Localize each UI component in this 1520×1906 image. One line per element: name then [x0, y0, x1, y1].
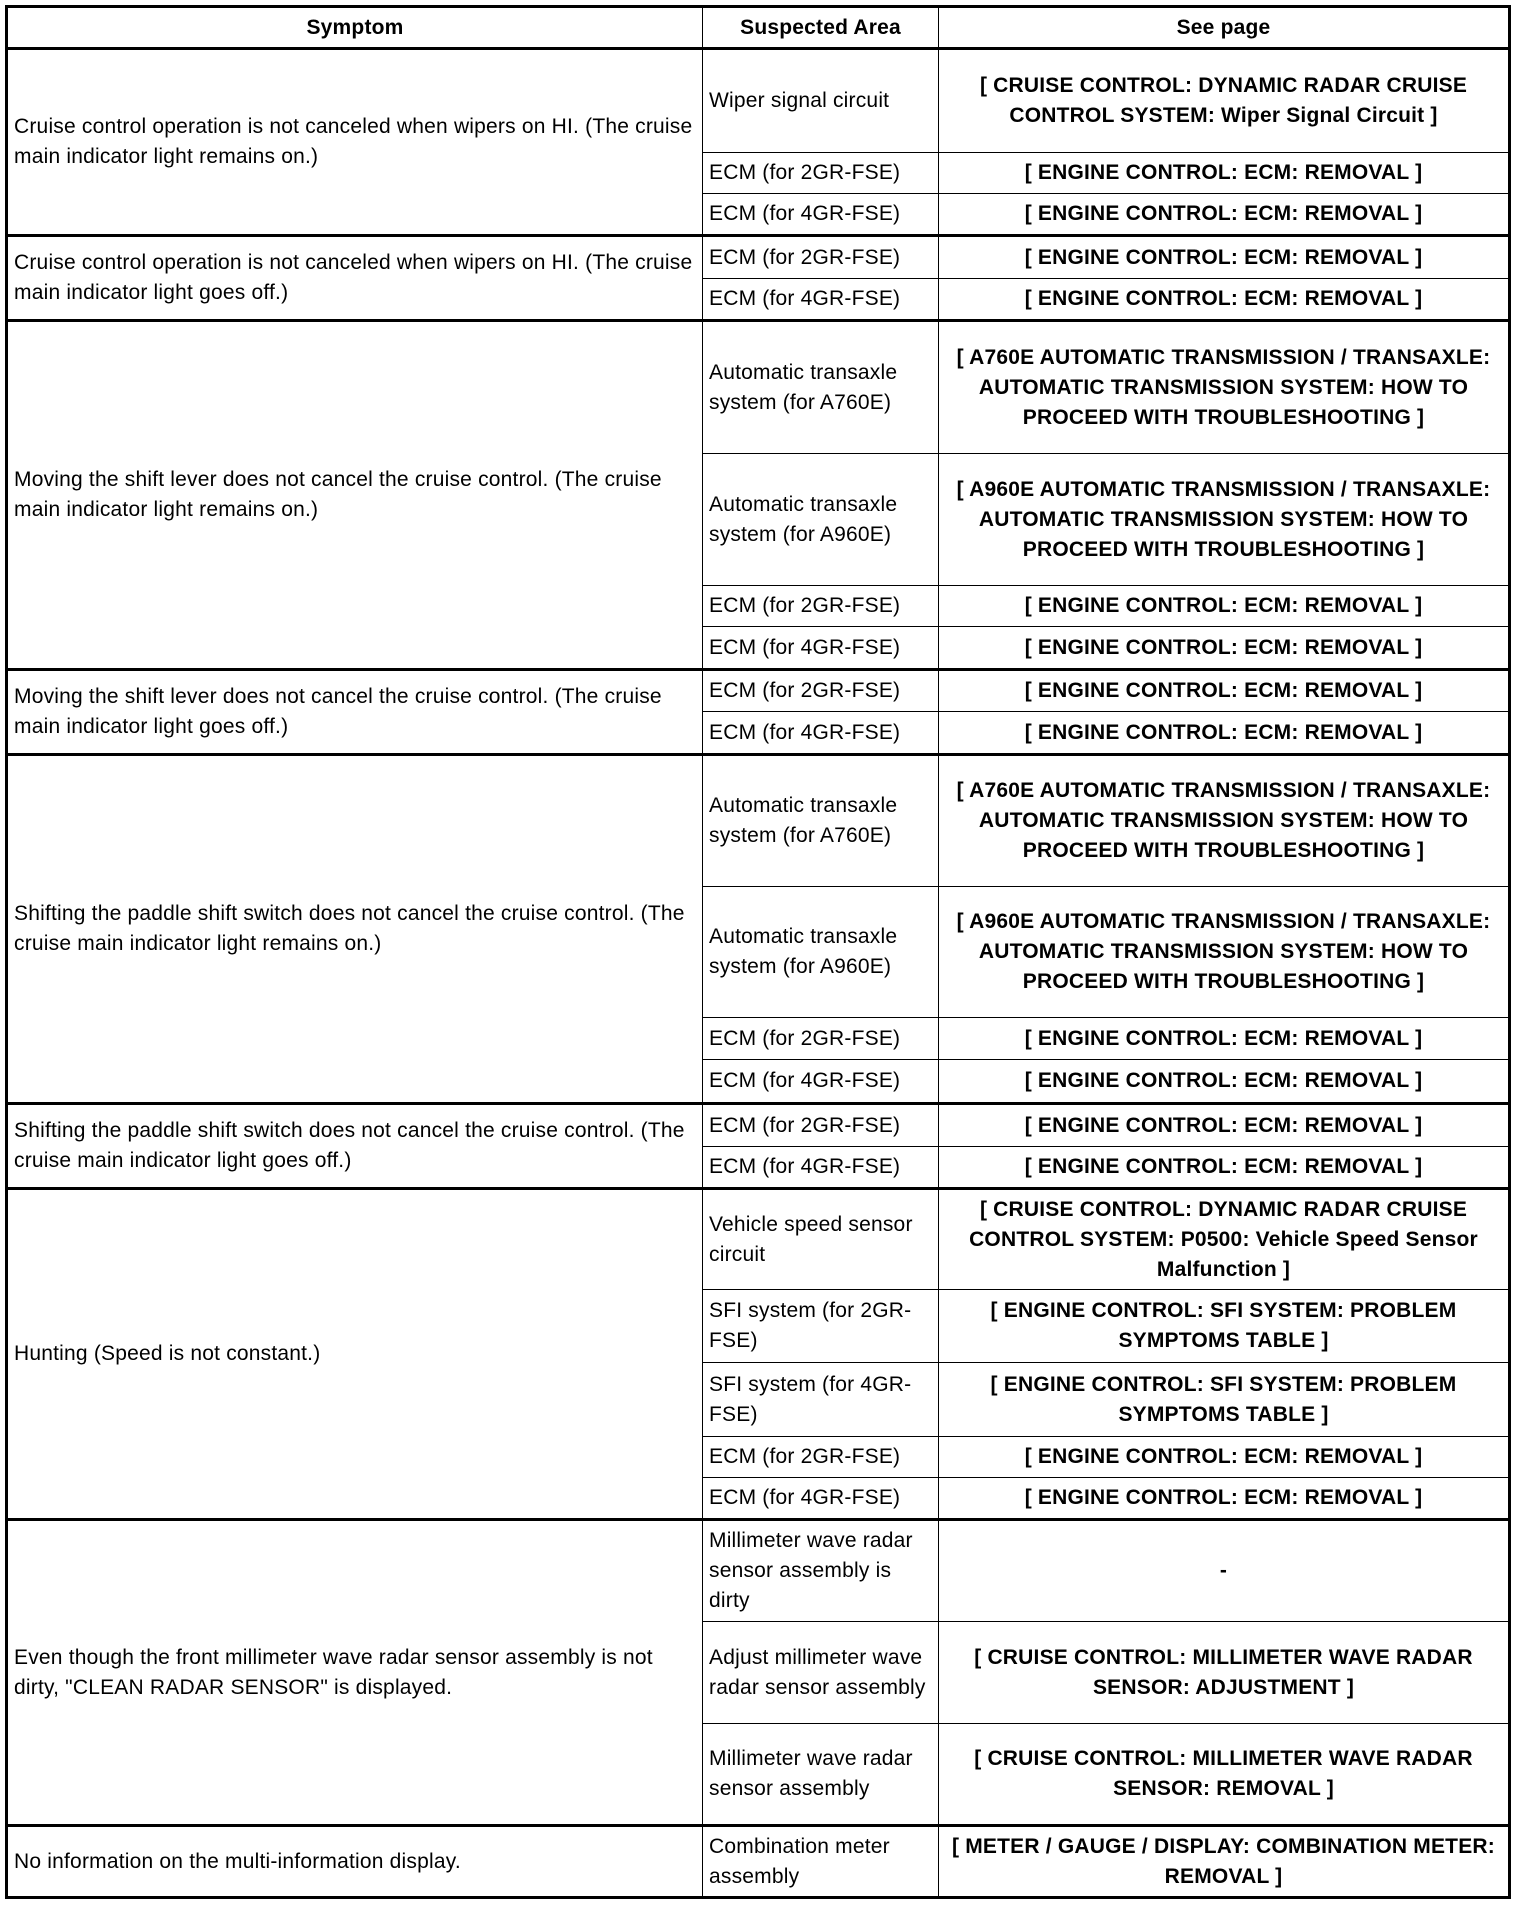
table-row [7, 321, 1510, 454]
see-page-reference[interactable]: [ A760E AUTOMATIC TRANSMISSION / TRANSAXLE: AUTOMATIC TRANSMISSION SYSTEM: HOW TO PROCEED WITH TROUBLESHOOTING ] [939, 755, 1510, 887]
see-page-reference[interactable]: [ CRUISE CONTROL: DYNAMIC RADAR CRUISE CONTROL SYSTEM: P0500: Vehicle Speed Sensor Malfunction ] [939, 1189, 1510, 1290]
suspected-area-cell: ECM (for 4GR-FSE) [703, 1478, 939, 1520]
see-page-reference[interactable]: [ A960E AUTOMATIC TRANSMISSION / TRANSAXLE: AUTOMATIC TRANSMISSION SYSTEM: HOW TO PROCEED WITH TROUBLESHOOTING ] [939, 454, 1510, 586]
table-body [7, 49, 1510, 1898]
suspected-area-cell: ECM (for 2GR-FSE) [703, 1437, 939, 1478]
symptom-cell: Cruise control operation is not canceled when wipers on HI. (The cruise main indicator light goes off.) [7, 236, 703, 321]
suspected-area-cell: ECM (for 4GR-FSE) [703, 1147, 939, 1189]
see-page-reference[interactable]: [ ENGINE CONTROL: ECM: REMOVAL ] [939, 1478, 1510, 1520]
suspected-area-cell: Wiper signal circuit [703, 49, 939, 153]
suspected-area-cell: ECM (for 2GR-FSE) [703, 236, 939, 279]
see-page-reference[interactable]: [ CRUISE CONTROL: MILLIMETER WAVE RADAR SENSOR: ADJUSTMENT ] [939, 1622, 1510, 1724]
table-row [7, 670, 1510, 712]
suspected-area-cell: Vehicle speed sensor circuit [703, 1189, 939, 1290]
suspected-area-cell: Combination meter assembly [703, 1826, 939, 1898]
header-see-page: See page [939, 7, 1510, 49]
suspected-area-cell: ECM (for 4GR-FSE) [703, 194, 939, 236]
suspected-area-cell: Adjust millimeter wave radar sensor assembly [703, 1622, 939, 1724]
suspected-area-cell: ECM (for 2GR-FSE) [703, 670, 939, 712]
see-page-reference[interactable]: [ ENGINE CONTROL: ECM: REMOVAL ] [939, 712, 1510, 755]
suspected-area-cell: ECM (for 4GR-FSE) [703, 1060, 939, 1104]
suspected-area-cell: ECM (for 2GR-FSE) [703, 1018, 939, 1060]
see-page-reference[interactable]: [ ENGINE CONTROL: ECM: REMOVAL ] [939, 1437, 1510, 1478]
header-symptom: Symptom [7, 7, 703, 49]
symptom-cell: No information on the multi-information display. [7, 1826, 703, 1898]
see-page-reference[interactable]: [ CRUISE CONTROL: DYNAMIC RADAR CRUISE CONTROL SYSTEM: Wiper Signal Circuit ] [939, 49, 1510, 153]
suspected-area-cell: Automatic transaxle system (for A760E) [703, 755, 939, 887]
symptom-cell: Hunting (Speed is not constant.) [7, 1189, 703, 1520]
see-page-reference[interactable]: [ ENGINE CONTROL: ECM: REMOVAL ] [939, 279, 1510, 321]
see-page-reference[interactable]: [ METER / GAUGE / DISPLAY: COMBINATION METER: REMOVAL ] [939, 1826, 1510, 1898]
see-page-reference[interactable]: [ A960E AUTOMATIC TRANSMISSION / TRANSAXLE: AUTOMATIC TRANSMISSION SYSTEM: HOW TO PROCEED WITH TROUBLESHOOTING ] [939, 887, 1510, 1018]
suspected-area-cell: ECM (for 4GR-FSE) [703, 712, 939, 755]
see-page-reference[interactable]: [ ENGINE CONTROL: ECM: REMOVAL ] [939, 1060, 1510, 1104]
see-page-reference[interactable]: [ ENGINE CONTROL: ECM: REMOVAL ] [939, 153, 1510, 194]
problem-symptoms-table [5, 5, 1511, 1899]
symptom-cell: Shifting the paddle shift switch does not cancel the cruise control. (The cruise main indicator light remains on.) [7, 755, 703, 1104]
suspected-area-cell: Millimeter wave radar sensor assembly [703, 1724, 939, 1826]
table-row [7, 1520, 1510, 1622]
header-suspected-area: Suspected Area [703, 7, 939, 49]
see-page-reference[interactable]: [ ENGINE CONTROL: SFI SYSTEM: PROBLEM SYMPTOMS TABLE ] [939, 1290, 1510, 1363]
table-row [7, 755, 1510, 887]
see-page-reference[interactable]: [ ENGINE CONTROL: ECM: REMOVAL ] [939, 670, 1510, 712]
header-row [7, 7, 1510, 49]
see-page-reference[interactable]: [ ENGINE CONTROL: ECM: REMOVAL ] [939, 236, 1510, 279]
suspected-area-cell: Automatic transaxle system (for A960E) [703, 454, 939, 586]
symptom-cell: Even though the front millimeter wave radar sensor assembly is not dirty, "CLEAN RADAR SENSOR" is displayed. [7, 1520, 703, 1826]
suspected-area-cell: Millimeter wave radar sensor assembly is dirty [703, 1520, 939, 1622]
suspected-area-cell: Automatic transaxle system (for A760E) [703, 321, 939, 454]
symptom-cell: Moving the shift lever does not cancel the cruise control. (The cruise main indicator light goes off.) [7, 670, 703, 755]
see-page-reference[interactable]: [ ENGINE CONTROL: ECM: REMOVAL ] [939, 194, 1510, 236]
symptom-cell: Shifting the paddle shift switch does not cancel the cruise control. (The cruise main indicator light goes off.) [7, 1104, 703, 1189]
see-page-reference[interactable]: [ ENGINE CONTROL: ECM: REMOVAL ] [939, 627, 1510, 670]
suspected-area-cell: ECM (for 4GR-FSE) [703, 627, 939, 670]
table-row [7, 236, 1510, 279]
suspected-area-cell: ECM (for 4GR-FSE) [703, 279, 939, 321]
table-row [7, 49, 1510, 153]
see-page-reference[interactable]: [ A760E AUTOMATIC TRANSMISSION / TRANSAXLE: AUTOMATIC TRANSMISSION SYSTEM: HOW TO PROCEED WITH TROUBLESHOOTING ] [939, 321, 1510, 454]
table-row [7, 1189, 1510, 1290]
symptom-cell: Cruise control operation is not canceled when wipers on HI. (The cruise main indicator light remains on.) [7, 49, 703, 236]
see-page-reference[interactable]: [ ENGINE CONTROL: ECM: REMOVAL ] [939, 1147, 1510, 1189]
see-page-reference[interactable]: [ ENGINE CONTROL: SFI SYSTEM: PROBLEM SYMPTOMS TABLE ] [939, 1363, 1510, 1437]
suspected-area-cell: Automatic transaxle system (for A960E) [703, 887, 939, 1018]
suspected-area-cell: ECM (for 2GR-FSE) [703, 153, 939, 194]
see-page-reference[interactable]: [ CRUISE CONTROL: MILLIMETER WAVE RADAR SENSOR: REMOVAL ] [939, 1724, 1510, 1826]
suspected-area-cell: ECM (for 2GR-FSE) [703, 586, 939, 627]
see-page-reference: - [939, 1520, 1510, 1622]
see-page-reference[interactable]: [ ENGINE CONTROL: ECM: REMOVAL ] [939, 1104, 1510, 1147]
table-row [7, 1104, 1510, 1147]
symptom-cell: Moving the shift lever does not cancel the cruise control. (The cruise main indicator light remains on.) [7, 321, 703, 670]
suspected-area-cell: SFI system (for 2GR-FSE) [703, 1290, 939, 1363]
see-page-reference[interactable]: [ ENGINE CONTROL: ECM: REMOVAL ] [939, 1018, 1510, 1060]
table-row [7, 1826, 1510, 1898]
suspected-area-cell: ECM (for 2GR-FSE) [703, 1104, 939, 1147]
suspected-area-cell: SFI system (for 4GR-FSE) [703, 1363, 939, 1437]
see-page-reference[interactable]: [ ENGINE CONTROL: ECM: REMOVAL ] [939, 586, 1510, 627]
